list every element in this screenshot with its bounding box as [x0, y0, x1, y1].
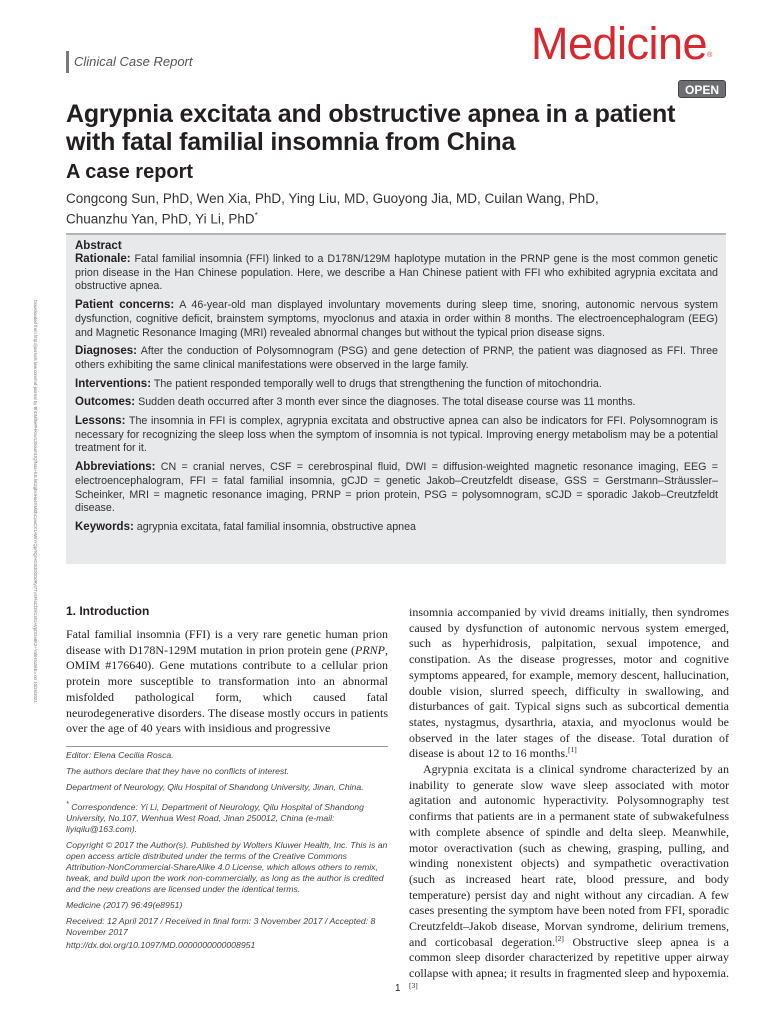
para1-part-b: , OMIM #176640). Gene mutations contribute to a cellular prion protein more susceptible to transformation into an abnormal misfolded pathological form, which caused fatal neurodegenerative disorders. The disease mostly occurs in patients over the age of 40 years with insidious and progressive: [66, 642, 388, 736]
journal-name: Medicine: [531, 18, 708, 69]
author-list: [66, 190, 706, 228]
rationale-label: Rationale:: [75, 253, 131, 265]
rationale-text: Fatal familial insomnia (FFI) linked to a D178N/129M haplotype mutation in the PRNP gene is the most common genetic prion disease in the Han Chinese population. Here, we describe a Han Chinese patient with FFI who exhibited agrypnia excitata and obstructive apnea.: [75, 253, 718, 293]
abstract-patient-concerns: [75, 299, 718, 340]
article-title: Agrypnia excitata and obstructive apnea in a patient with fatal familial insomnia from China: [66, 100, 676, 156]
correspondence-mark: *: [66, 799, 69, 808]
affiliation-note: Department of Neurology, Qilu Hospital of Shandong University, Jinan, China.: [66, 782, 364, 792]
prnp-gene: PRNP: [355, 642, 385, 657]
introduction-paragraph-1: [66, 627, 388, 737]
footnote-divider: [66, 746, 388, 747]
abstract-outcomes: [75, 396, 718, 410]
reference-1[interactable]: [1]: [568, 745, 577, 755]
abbreviations-text: CN = cranial nerves, CSF = cerebrospinal fluid, DWI = diffusion-weighted magnetic resonance imaging, EEG = electroencephalogram, FFI = fatal familial insomnia, gCJD = genetic Jakob–Creutzfeldt disease, GSS = Gerstmann–Sträussler–Scheinker, MRI = magnetic resonance imaging, PRNP = prion protein, PSG = polysomnogram, sCJD = sporadic Jakob–Creutzfeldt disease.: [75, 461, 718, 515]
introduction-heading: 1. Introduction: [66, 604, 150, 618]
introduction-paragraph-1-continued: [409, 605, 729, 762]
authors-line-1: Congcong Sun, PhD, Wen Xia, PhD, Ying Liu, MD, Guoyong Jia, MD, Cuilan Wang, PhD,: [66, 191, 599, 206]
interventions-label: Interventions:: [75, 377, 152, 390]
diagnoses-text: After the conduction of Polysomnogram (PSG) and gene detection of PRNP, the patient was diagnosed as FFI. Three others exhibiting the same clinical manifestations were observed in the large family.: [75, 345, 718, 371]
para3-part-a: Agrypnia excitata is a clinical syndrome characterized by an inability to generate slow wave sleep associated with motor agitation and autonomic hyperactivity. Polysomnography test confirms that patients are in a permanent state of subwakefulness with complete absence of spindle and delta sleep. Meanwhile, motor overactivation (such as chewing, grasping, pulling, and winding nonexistent objects) and sympathetic overactivation (such as increased heart rate, blood pressure, and body temperature) persist day and night without any circadian. A few cases presenting the symptom have been noted from FFI, sporadic Creutzfeldt–Jakob disease, Morvan syndrome, delirium tremens, and corticobasal degeration.: [409, 762, 729, 949]
journal-logo: [531, 16, 712, 72]
para1-part-a: Fatal familial insomnia (FFI) is a very rare genetic human prion disease with D178N-129M mutation in prion protein gene (: [66, 627, 388, 657]
patient-concerns-text: A 46-year-old man displayed involuntary movements during sleep time, snoring, autonomic nervous system dysfunction, cognitive deficit, brainstem symptoms, myoclonus and ataxia in order within 8 months. The electroencephalogram (EEG) and Magnetic Resonance Imaging (MRI) revealed abnormal changes but without the typical prion disease signs.: [75, 299, 718, 339]
lessons-label: Lessons:: [75, 415, 126, 428]
keywords-text: agrypnia excitata, fatal familial insomnia, obstructive apnea: [136, 520, 416, 533]
open-access-badge: OPEN: [678, 80, 726, 98]
authors-line-2-text: Chuanzhu Yan, PhD, Yi Li, PhD: [66, 211, 255, 227]
abstract-interventions: [75, 378, 718, 392]
patient-concerns-label: Patient concerns:: [75, 299, 175, 312]
outcomes-text: Sudden death occurred after 3 month ever since the diagnoses. The total disease course was 11 months.: [138, 396, 636, 409]
diagnoses-label: Diagnoses:: [75, 345, 137, 358]
abstract-heading: Abstract: [75, 240, 122, 252]
conflicts-note: The authors declare that they have no conflicts of interest.: [66, 766, 290, 776]
introduction-left-column: [66, 627, 388, 737]
abbreviations-label: Abbreviations:: [75, 461, 156, 474]
lessons-text: The insomnia in FFI is complex, agrypnia excitata and obstructive apnea can also be indicators for FFI. Polysomnogram is necessary for recognizing the sleep loss when the symptom of insomnia is not typical. Improving energy metabolism may be a potential treatment for it.: [75, 415, 718, 455]
abstract-diagnoses: [75, 345, 718, 372]
introduction-paragraph-2: [409, 762, 729, 998]
copyright-note: Copyright © 2017 the Author(s). Published by Wolters Kluwer Health, Inc. This is an open access article distributed under the terms of the Creative Commons Attribution-NonCommercial-ShareAlike 4.0 License, which allows others to remix, tweak, and build upon the work non-commercially, as long as the author is credited and the new creations are licensed under the identical terms.: [66, 839, 388, 894]
abstract-rationale: [75, 253, 718, 294]
abstract-box: [66, 233, 726, 564]
interventions-text: The patient responded temporally well to drugs that strengthening the function of mitochondria.: [153, 377, 602, 390]
authors-line-2: [66, 207, 706, 228]
registered-mark: ®: [707, 52, 712, 59]
citation-note: Medicine (2017) 96:49(e8951): [66, 899, 183, 910]
side-download-note: [31, 300, 41, 780]
para3-part-b: Obstructive sleep apnea is a common sleep disorder characterized by repetitive upper airway collapse with apnea; it results in fragmented sleep and hypoxemia.: [409, 934, 729, 981]
page-number: 1: [395, 983, 401, 994]
front-matter-notes: [66, 750, 388, 956]
para2-text: insomnia accompanied by vivid dreams initially, then syndromes caused by dysfunction of autonomic nervous system emerged, such as hyperhidrosis, palpitation, sexual impotence, and constipation. As the disease progresses, motor and cognitive symptoms appeared, for example, memory descent, hallucination, double vision, slurred speech, difficulty in swallowing, and disturbances of gait. Typical signs such as subcortical dementia states, nystagmus, dysarthria, ataxia, and myoclonus would be observed in the later stages of the disease. Total duration of disease is about 12 to 16 months.: [409, 605, 729, 761]
doi-note: http://dx.doi.org/10.1097/MD.0000000000008951: [66, 939, 256, 950]
reference-3[interactable]: [3]: [409, 980, 418, 990]
correspondence-note: [66, 798, 388, 835]
corresponding-author-mark: *: [254, 211, 258, 220]
abstract-keywords: [75, 521, 718, 535]
editor-note: Editor: Elena Cecilia Rosca.: [66, 750, 174, 760]
abstract-lessons: [75, 415, 718, 456]
reference-2[interactable]: [2]: [555, 933, 564, 943]
introduction-right-column: [409, 605, 729, 998]
section-label: Clinical Case Report: [66, 51, 193, 73]
side-download-note-text: Downloaded from http://journals.lww.com/md-journal by BhDMf5ePHKav1zEoum1tQfN4a+kJLhEZgbsIHo4XMi0hCywCX1AWnYQp/IlQrHD3i3D0OdRyi7TvSFl4Cf3VC4/OAVpDDa8K2+Ya6H515kE= on 10/26/2021: [33, 300, 38, 703]
received-note: Received: 12 April 2017 / Received in final form: 3 November 2017 / Accepted: 8 November 2017: [66, 915, 376, 937]
correspondence-text: Correspondence: Yi Li, Department of Neurology, Qilu Hospital of Shandong University, No.107, Wenhua West Road, Jinan 250012, China (e-mail: liyiqilu@163.com).: [66, 801, 364, 834]
keywords-label: Keywords:: [75, 520, 134, 533]
article-subtitle: A case report: [66, 161, 194, 183]
abstract-abbreviations: [75, 461, 718, 516]
outcomes-label: Outcomes:: [75, 396, 136, 409]
